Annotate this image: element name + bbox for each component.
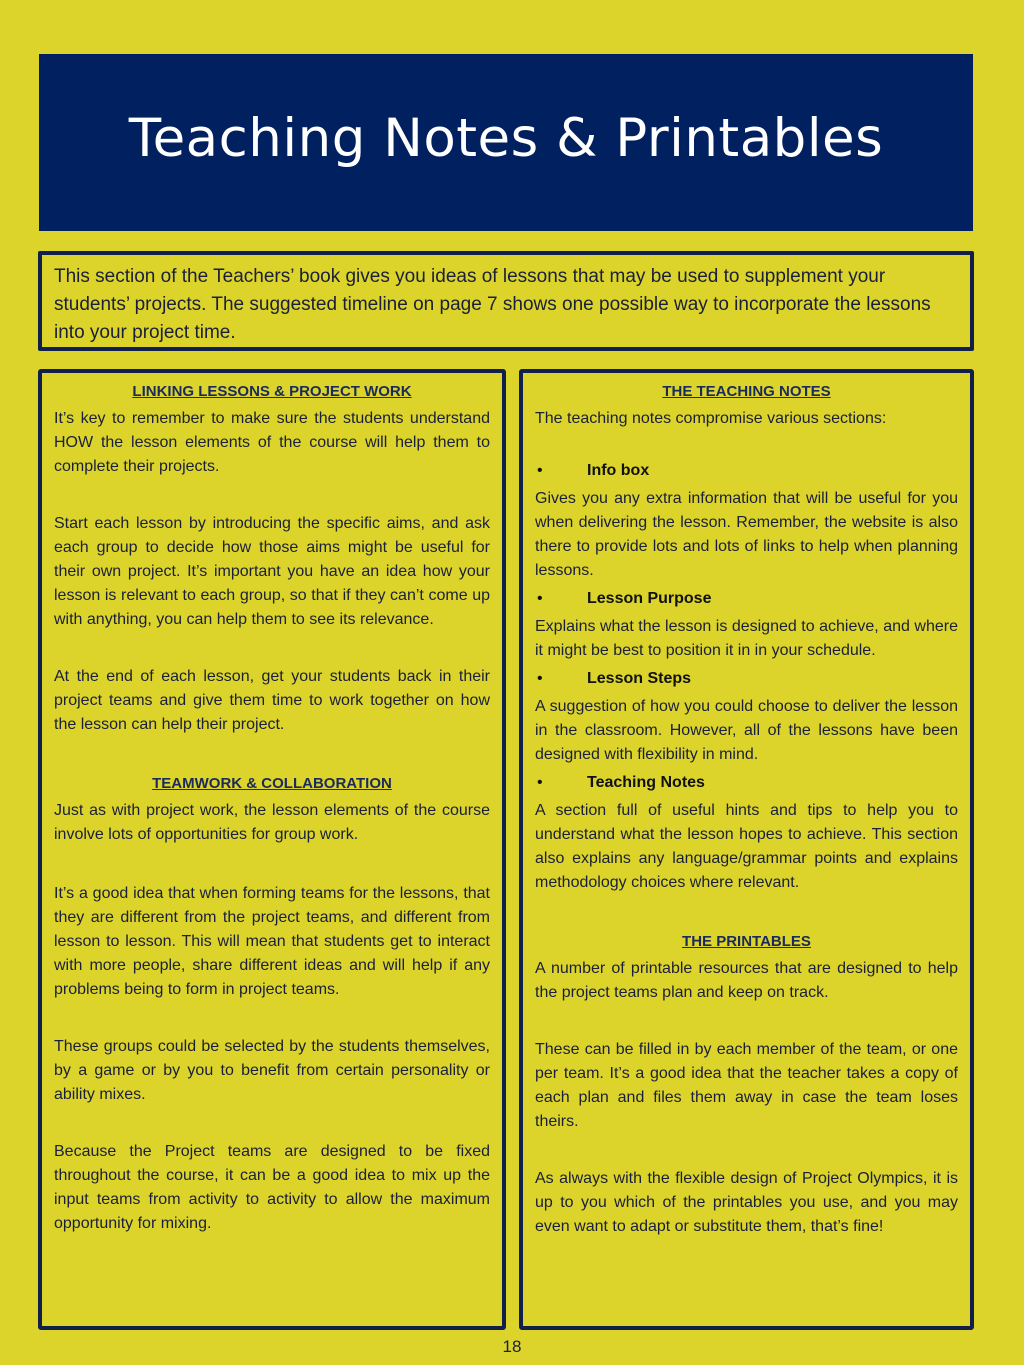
paragraph: At the end of each lesson, get your students back in their project teams and give them time to work together on how the lesson can help their project. bbox=[54, 668, 490, 733]
page-number: 18 bbox=[502, 1337, 522, 1356]
linking-lessons-heading: LINKING LESSONS & PROJECT WORK bbox=[132, 383, 412, 400]
paragraph: Because the Project teams are designed to be fixed throughout the course, it can be a good idea to mix up the input teams from activity to activity to allow the maximum opportunity for mixing. bbox=[54, 1143, 490, 1232]
paragraph: Start each lesson by introducing the specific aims, and ask each group to decide how those aims might be useful for their own project. It’s important you have an idea how your lesson is relevant to each group, so that if they can’t come up with anything, you can help them to see its relevance. bbox=[54, 515, 490, 628]
bullet-label: Info box bbox=[587, 462, 650, 479]
left-panel bbox=[38, 369, 506, 1330]
teamwork-heading: TEAMWORK & COLLABORATION bbox=[152, 775, 392, 792]
paragraph: It’s key to remember to make sure the students understand HOW the lesson elements of the course will help them to complete their projects. bbox=[54, 410, 490, 475]
intro-text: This section of the Teachers’ book gives you ideas of lessons that may be used to supplement your students’ projects. The suggested timeline on page 7 shows one possible way to incorporate the lessons into your project time. bbox=[54, 266, 931, 343]
bullet-label: Teaching Notes bbox=[587, 774, 705, 791]
printables-heading: THE PRINTABLES bbox=[682, 933, 811, 950]
bullet-text: A section full of useful hints and tips to help you to understand what the lesson hopes to achieve. This section also explains any language/grammar points and explains methodology choices where relevant. bbox=[535, 802, 958, 891]
bullet-item bbox=[535, 459, 958, 483]
bullet-icon: • bbox=[537, 774, 543, 791]
bullet-icon: • bbox=[537, 462, 543, 479]
bullet-icon: • bbox=[537, 590, 543, 607]
paragraph: The teaching notes compromise various sections: bbox=[535, 410, 887, 427]
paragraph: These can be filled in by each member of the team, or one per team. It’s a good idea that the teacher takes a copy of each plan and files them away in case the team loses theirs. bbox=[535, 1041, 958, 1130]
bullet-text: Gives you any extra information that will be useful for you when delivering the lesson. Remember, the website is also there to provide lots and lots of links to help when planning lessons. bbox=[535, 490, 958, 579]
page-title: Teaching Notes & Printables bbox=[128, 108, 884, 169]
bullet-text: Explains what the lesson is designed to achieve, and where it might be best to position it in in your schedule. bbox=[535, 618, 958, 659]
bullet-item bbox=[535, 667, 958, 691]
paragraph: These groups could be selected by the students themselves, by a game or by you to benefit from certain personality or ability mixes. bbox=[54, 1038, 490, 1103]
paragraph: As always with the flexible design of Project Olympics, it is up to you which of the printables you use, and you may even want to adapt or substitute them, that’s fine! bbox=[535, 1170, 958, 1235]
bullet-text: A suggestion of how you could choose to deliver the lesson in the classroom. However, all of the lessons have been designed with flexibility in mind. bbox=[535, 698, 958, 763]
paragraph: Just as with project work, the lesson elements of the course involve lots of opportunities for group work. bbox=[54, 802, 490, 843]
bullet-item bbox=[535, 771, 958, 795]
paragraph: It’s a good idea that when forming teams for the lessons, that they are different from the project teams, and different from lesson to lesson. This will mean that students get to interact with more people, share different ideas and will help if any problems being to form in project teams. bbox=[54, 885, 490, 998]
title-banner bbox=[39, 54, 973, 231]
right-panel bbox=[519, 369, 974, 1330]
bullet-label: Lesson Steps bbox=[587, 670, 692, 687]
bullet-label: Lesson Purpose bbox=[587, 590, 712, 607]
bullet-icon: • bbox=[537, 670, 543, 687]
teaching-notes-heading: THE TEACHING NOTES bbox=[662, 383, 831, 400]
paragraph: A number of printable resources that are designed to help the project teams plan and keep on track. bbox=[535, 960, 958, 1001]
bullet-item bbox=[535, 587, 958, 611]
intro-box bbox=[38, 251, 974, 351]
